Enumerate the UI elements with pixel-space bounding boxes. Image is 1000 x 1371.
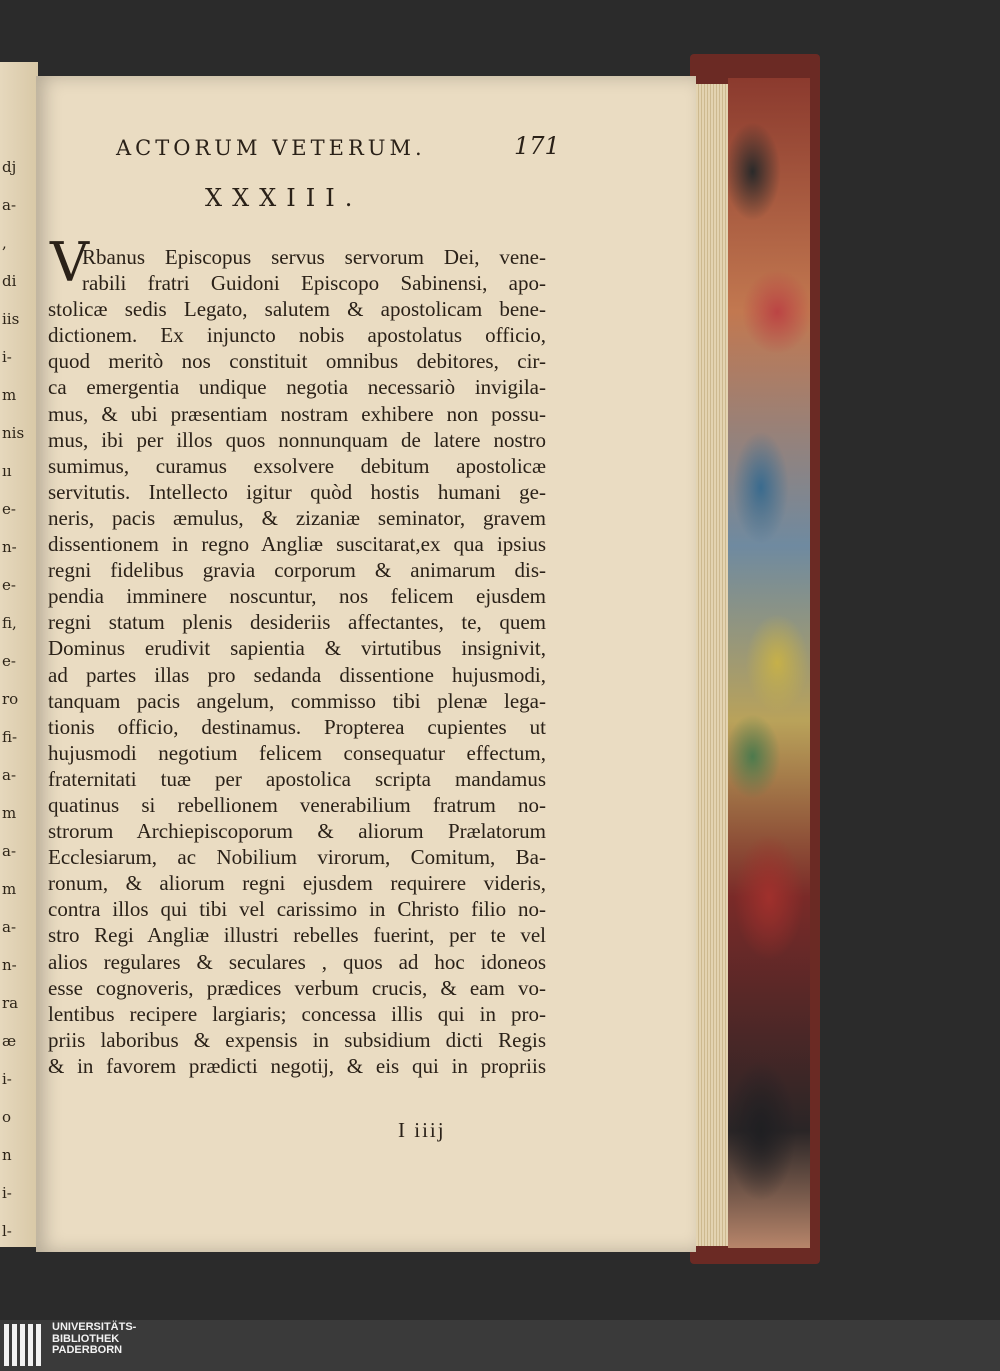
margin-fragment: n- [2,538,17,556]
margin-fragment: ro [2,690,19,708]
text-line: Ecclesiarum, ac Nobilium virorum, Comitum, Ba- [48,845,546,870]
text-line: stolicæ sedis Legato, salutem & apostolicam bene- [48,297,546,322]
text-line: esse cognoveris, prædices verbum crucis, & eam vo- [48,975,546,1000]
page-edges [696,84,728,1246]
text-line: quatinus si rebellionem venerabilium fratrum no- [48,792,546,817]
margin-fragment: l- [2,1222,12,1240]
text-line: ad partes illas pro sedanda dissentione hujusmodi, [48,662,546,687]
margin-fragment: e- [2,500,16,518]
text-line: pendia imminere noscuntur, nos felicem ejusdem [48,584,546,609]
margin-fragment: æ [2,1032,17,1050]
text-line: Dominus erudivit sapientia & virtutibus insignivit, [48,636,546,661]
text-line: strorum Archiepiscoporum & aliorum Prælatorum [48,819,546,844]
margin-fragment: a- [2,842,17,860]
margin-fragment: n- [2,956,17,974]
logo-bar [20,1324,25,1366]
library-footer [0,1320,1000,1371]
text-line: servitutis. Intellecto igitur quòd hostis humani ge- [48,479,546,504]
logo-bar [36,1324,41,1366]
margin-fragment: iis [2,310,20,328]
text-line: tanquam pacis angelum, commisso tibi plenæ lega- [48,688,546,713]
margin-fragment: ıı [2,462,12,480]
library-name-line: UNIVERSITÄTS- [52,1321,137,1333]
margin-fragment: i- [2,1184,12,1202]
text-line: Rbanus Episcopus servus servorum Dei, vene- [82,245,546,269]
text-line: lentibus recipere largiaris; concessa illis qui in pro- [48,1001,546,1026]
library-name-line: PADERBORN [52,1344,123,1356]
margin-fragment: ra [2,994,19,1012]
margin-fragment: m [2,804,17,822]
margin-fragment: nis [2,424,25,442]
text-line: dictionem. Ex injuncto nobis apostolatus officio, [48,323,546,348]
logo-bar [12,1324,17,1366]
library-name-line: BIBLIOTHEK [52,1332,120,1345]
text-line: sumimus, curamus exsolvere debitum apostolicæ [48,453,546,478]
margin-fragment: a- [2,766,17,784]
margin-fragment: i- [2,348,12,366]
margin-fragment: m [2,386,17,404]
text-line: hujusmodi negotium felicem consequatur effectum, [48,740,546,765]
facing-page-fragment [0,62,38,1247]
text-line: & in favorem prædicti negotij, & eis qui in propriis [48,1053,546,1078]
text-line: fraternitati tuæ per apostolica scripta mandamus [48,766,546,791]
margin-fragment: dj [2,158,17,176]
text-line: regni fidelibus gravia corporum & animarum dis- [48,558,546,583]
margin-fragment: e- [2,576,16,594]
text-line: priis laboribus & expensis in subsidium dicti Regis [48,1027,546,1052]
text-line: mus, ibi per illos quos nonnunquam de latere nostro [48,427,546,452]
margin-fragment: fi, [2,614,17,632]
library-logo-icon [4,1324,44,1366]
margin-fragment: a- [2,196,17,214]
section-number: XXXIII. [205,184,363,212]
margin-fragment: , [2,234,7,252]
margin-fragment: n [2,1146,12,1164]
page-number: 171 [514,132,560,160]
body-text [48,244,546,1079]
running-head: ACTORUM VETERUM. [116,136,426,160]
text-line: neris, pacis æmulus, & zizaniæ seminator, gravem [48,505,546,530]
margin-fragment: o [2,1108,12,1126]
marbled-edge [728,78,810,1248]
text-line: ronum, & aliorum regni ejusdem requirere videris, [48,871,546,896]
margin-fragment: di [2,272,17,290]
signature-mark: I iiij [398,1118,446,1142]
text-line: contra illos qui tibi vel carissimo in Christo filio no- [48,897,546,922]
text-line: stro Regi Angliæ illustri rebelles fuerint, per te vel [48,923,546,948]
text-line: quod meritò nos constituit omnibus debitores, cir- [48,349,546,374]
margin-fragment: fi- [2,728,18,746]
text-line: alios regulares & seculares , quos ad hoc idoneos [48,949,546,974]
logo-bar [28,1324,33,1366]
text-line: ca emergentia undique negotia necessariò invigila- [48,375,546,400]
logo-bar [4,1324,9,1366]
text-line: regni statum plenis desideriis affectantes, te, quem [48,610,546,635]
text-line: rabili fratri Guidoni Episcopo Sabinensi, apo- [82,271,546,296]
text-line: mus, & ubi præsentiam nostram exhibere non possu- [48,401,546,426]
drop-initial: V [50,231,89,294]
text-line: tionis officio, destinamus. Propterea cupientes ut [48,714,546,739]
margin-fragment: a- [2,918,17,936]
margin-fragment: e- [2,652,16,670]
text-line: dissentionem in regno Angliæ suscitarat,ex qua ipsius [48,532,546,557]
library-name [52,1322,136,1357]
margin-fragment: i- [2,1070,12,1088]
margin-fragment: m [2,880,17,898]
